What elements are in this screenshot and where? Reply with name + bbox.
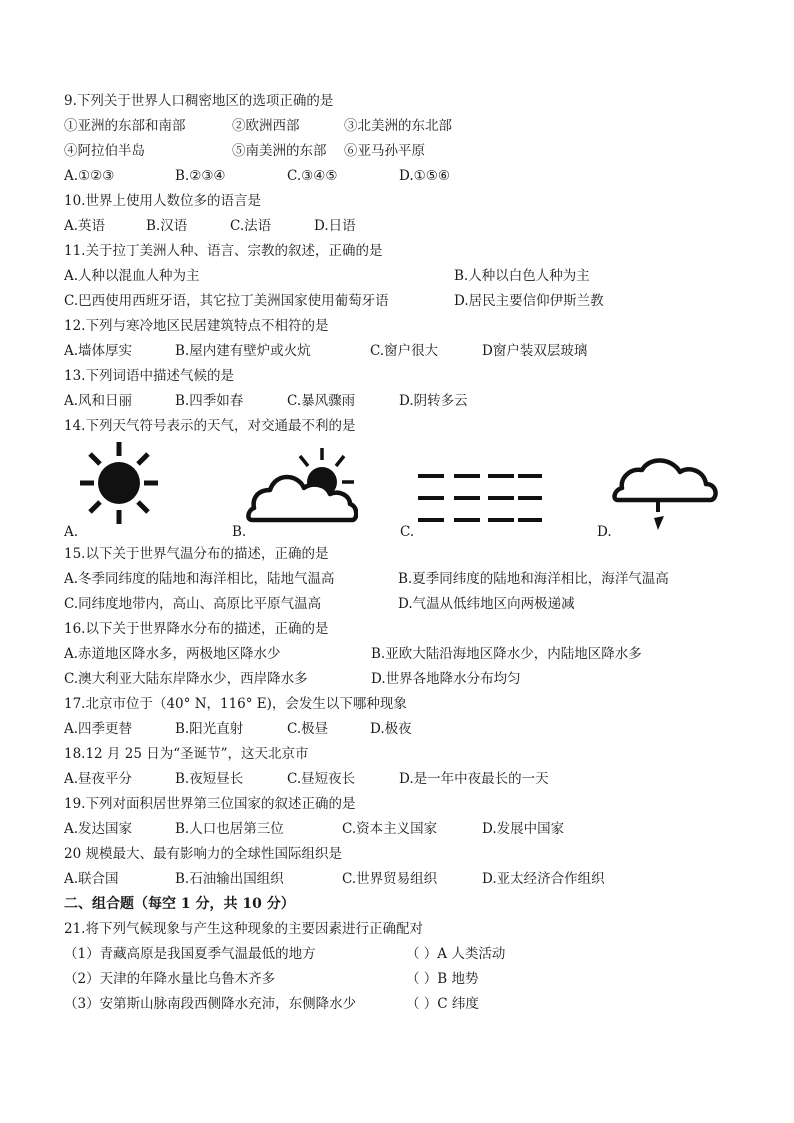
q18-option-c: C.昼短夜长 — [287, 771, 356, 787]
q20-stem: 20 规模最大、最有影响力的全球性国际组织是 — [64, 846, 342, 862]
q12-option-b: B.屋内建有壁炉或火炕 — [175, 343, 311, 359]
q15-option-b: B.夏季同纬度的陆地和海洋相比，海洋气温高 — [398, 571, 669, 587]
q10-stem: 10.世界上使用人数位多的语言是 — [64, 193, 261, 209]
q13-stem: 13.下列词语中描述气候的是 — [64, 368, 234, 384]
q9-option-a: A.①②③ — [64, 168, 115, 184]
q21-row-1-answer[interactable]: （ ）A 人类活动 — [406, 946, 506, 962]
q16-stem: 16.以下关于世界降水分布的描述，正确的是 — [64, 621, 329, 637]
q19-option-d: D.发展中国家 — [482, 821, 565, 837]
fog-icon — [414, 470, 546, 530]
q9-item-3: ③北美洲的东北部 — [344, 118, 452, 134]
q9-item-5: ⑤南美洲的东部 — [232, 143, 327, 159]
q10-option-d: D.日语 — [314, 218, 356, 234]
q17-option-c: C.极昼 — [287, 721, 329, 737]
q21-row-2-left: （2）天津的年降水量比乌鲁木齐多 — [64, 971, 276, 987]
q18-stem: 18.12 月 25 日为“圣诞节”，这天北京市 — [64, 746, 309, 762]
q11-option-d: D.居民主要信仰伊斯兰教 — [454, 293, 604, 309]
q13-option-c: C.暴风骤雨 — [287, 393, 356, 409]
q16-option-d: D.世界各地降水分布均匀 — [371, 671, 521, 687]
q12-option-a: A.墙体厚实 — [64, 343, 133, 359]
q17-option-b: B.阳光直射 — [175, 721, 244, 737]
q11-option-a: A.人种以混血人种为主 — [64, 268, 200, 284]
q20-option-a: A.联合国 — [64, 871, 119, 887]
sun-icon — [80, 440, 158, 524]
q9-item-2: ②欧洲西部 — [232, 118, 300, 134]
rain-cloud-icon — [610, 454, 720, 532]
q9-option-b: B.②③④ — [175, 168, 226, 184]
q21-row-1-left: （1）青藏高原是我国夏季气温最低的地方 — [64, 946, 316, 962]
q12-stem: 12.下列与寒冷地区民居建筑特点不相符的是 — [64, 318, 329, 334]
q19-option-b: B.人口也居第三位 — [175, 821, 284, 837]
q9-item-6: ⑥亚马孙平原 — [344, 143, 425, 159]
q14-option-b: B. — [232, 524, 247, 540]
q13-option-a: A.风和日丽 — [64, 393, 133, 409]
q13-option-b: B.四季如春 — [175, 393, 244, 409]
q21-row-3-left: （3）安第斯山脉南段西侧降水充沛，东侧降水少 — [64, 996, 357, 1012]
q14-stem: 14.下列天气符号表示的天气，对交通最不利的是 — [64, 418, 356, 434]
q10-option-c: C.法语 — [230, 218, 272, 234]
q14-option-a: A. — [64, 524, 79, 540]
q14-option-c: C. — [400, 524, 415, 540]
q9-option-d: D.①⑤⑥ — [399, 168, 450, 184]
q9-item-4: ④阿拉伯半岛 — [64, 143, 145, 159]
q17-stem: 17.北京市位于（40° N，116° E)，会发生以下哪种现象 — [64, 696, 407, 712]
q18-option-a: A.昼夜平分 — [64, 771, 133, 787]
q15-option-a: A.冬季同纬度的陆地和海洋相比，陆地气温高 — [64, 571, 335, 587]
q17-option-a: A.四季更替 — [64, 721, 133, 737]
q18-option-b: B.夜短昼长 — [175, 771, 244, 787]
q16-option-c: C.澳大利亚大陆东岸降水少，西岸降水多 — [64, 671, 308, 687]
q14-option-d: D. — [597, 524, 612, 540]
q11-option-c: C.巴西使用西班牙语，其它拉丁美洲国家使用葡萄牙语 — [64, 293, 389, 309]
q9-item-1: ①亚洲的东部和南部 — [64, 118, 186, 134]
sun-behind-cloud-icon — [246, 446, 358, 526]
q10-option-b: B.汉语 — [146, 218, 188, 234]
q11-stem: 11.关于拉丁美洲人种、语言、宗教的叙述，正确的是 — [64, 243, 383, 259]
q17-option-d: D.极夜 — [370, 721, 412, 737]
q20-option-b: B.石油输出国组织 — [175, 871, 284, 887]
q15-option-d: D.气温从低纬地区向两极递减 — [398, 596, 575, 612]
q16-option-b: B.亚欧大陆沿海地区降水少，内陆地区降水多 — [371, 646, 642, 662]
q15-stem: 15.以下关于世界气温分布的描述，正确的是 — [64, 546, 329, 562]
q21-stem: 21.将下列气候现象与产生这种现象的主要因素进行正确配对 — [64, 921, 423, 937]
q12-option-c: C.窗户很大 — [370, 343, 439, 359]
q13-option-d: D.阴转多云 — [399, 393, 468, 409]
q10-option-a: A.英语 — [64, 218, 106, 234]
q19-stem: 19.下列对面积居世界第三位国家的叙述正确的是 — [64, 796, 356, 812]
section-heading: 二、组合题（每空 1 分，共 10 分） — [64, 896, 295, 912]
q11-option-b: B.人种以白色人种为主 — [454, 268, 590, 284]
q21-row-2-answer[interactable]: （ ）B 地势 — [406, 971, 479, 987]
q18-option-d: D.是一年中夜最长的一天 — [399, 771, 549, 787]
q12-option-d: D窗户装双层玻璃 — [482, 343, 588, 359]
q9-option-c: C.③④⑤ — [287, 168, 338, 184]
q21-row-3-answer[interactable]: （ ）C 纬度 — [406, 996, 479, 1012]
q20-option-c: C.世界贸易组织 — [342, 871, 438, 887]
q19-option-a: A.发达国家 — [64, 821, 133, 837]
q16-option-a: A.赤道地区降水多，两极地区降水少 — [64, 646, 281, 662]
q9-stem: 9.下列关于世界人口稠密地区的选项正确的是 — [64, 93, 334, 109]
q20-option-d: D.亚太经济合作组织 — [482, 871, 605, 887]
q19-option-c: C.资本主义国家 — [342, 821, 438, 837]
q15-option-c: C.同纬度地带内，高山、高原比平原气温高 — [64, 596, 322, 612]
